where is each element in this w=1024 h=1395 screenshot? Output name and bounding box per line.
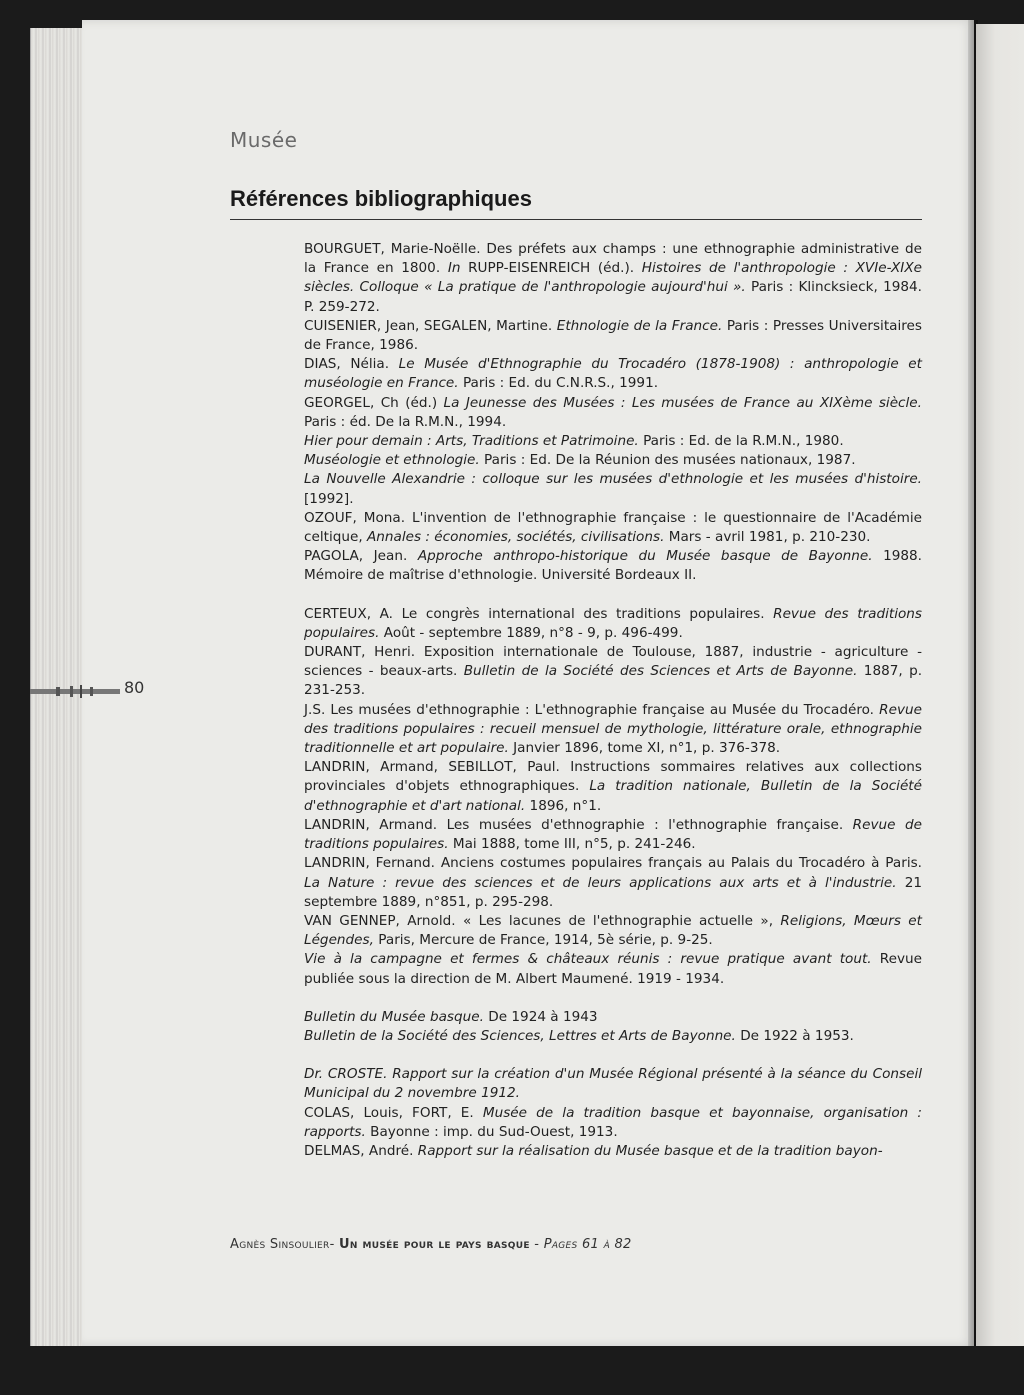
reference-text: Paris : Klincksieck, 1984. P. 259-272. — [304, 279, 922, 315]
reference-entry — [304, 355, 922, 393]
reference-text: De 1922 à 1953. — [735, 1027, 854, 1044]
reference-text: CERTEUX, A. Le congrès international des traditions populaires. — [304, 605, 774, 622]
reference-title-text: Musée de la tradition basque et bayonnaise, organisation : rapports. — [304, 1104, 922, 1140]
footer-separator: - — [329, 1237, 339, 1252]
reference-text: De 1924 à 1943 — [483, 1008, 598, 1025]
reference-entry — [304, 394, 922, 432]
reference-text: Revue publiée sous la direction de M. Albert Maumené. 1919 - 1934. — [304, 951, 922, 987]
reference-list — [304, 240, 922, 1161]
reference-title-text: Ethnologie de la France. — [556, 317, 723, 334]
reference-text: Paris : Presses Universitaires de France, 1986. — [304, 317, 922, 354]
reference-text: 1887, p. 231-253. — [304, 663, 923, 699]
reference-text: Mars - avril 1981, p. 210-230. — [664, 529, 871, 546]
reference-text: Août - septembre 1889, n°8 - 9, p. 496-499. — [379, 624, 683, 641]
reference-entry — [304, 605, 922, 643]
reference-text: Bayonne : imp. du Sud-Ouest, 1913. — [365, 1123, 618, 1140]
footer-title: Un musée pour le pays basque — [339, 1237, 530, 1252]
reference-title-text: Hier pour demain : Arts, Traditions et Patrimoine. — [304, 433, 639, 450]
reference-title-text: La Nouvelle Alexandrie : colloque sur les musées d'ethnologie et les musées d'histoire. — [304, 471, 922, 488]
reference-title-text: Vie à la campagne et fermes & châteaux réunis : revue pratique avant tout. — [304, 951, 872, 968]
reference-text: OZOUF, Mona. L'invention de l'ethnographie française : le questionnaire de l'Académie celtique, — [304, 509, 922, 546]
reference-title-text: Revue de traditions populaires. — [304, 816, 922, 853]
reference-entry — [304, 758, 922, 816]
reference-text: LANDRIN, Armand. Les musées d'ethnographie : l'ethnographie française. — [304, 816, 853, 833]
reference-title-text: Annales : économies, sociétés, civilisations. — [366, 529, 665, 546]
reference-text: Paris : Ed. de la R.M.N., 1980. — [638, 433, 844, 450]
reference-text: 21 septembre 1889, n°851, p. 295-298. — [304, 874, 922, 910]
reference-entry — [304, 701, 922, 759]
reference-title-text: Histoires de l'anthropologie : XVIe-XIXe siècles. Colloque « La pratique de l'anthropologie aujourd'hui ». — [304, 260, 922, 296]
thumb-index-mark — [30, 683, 120, 699]
reference-title-text: Religions, Mœurs et Légendes, — [304, 912, 922, 949]
reference-text: Paris : éd. De la R.M.N., 1994. — [304, 413, 507, 430]
reference-entry — [304, 1008, 922, 1027]
reference-entry — [304, 950, 922, 988]
reference-title-text: Bulletin de la Société des Sciences et Arts de Bayonne. — [463, 663, 858, 680]
heading-divider — [230, 219, 922, 220]
reference-entry — [304, 643, 922, 701]
reference-title-text: Bulletin de la Société des Sciences, Lettres et Arts de Bayonne. — [304, 1027, 736, 1044]
reference-title-text: In — [447, 260, 461, 277]
section-title: Musée — [230, 128, 298, 152]
reference-text: VAN GENNEP, Arnold. « Les lacunes de l'ethnographie actuelle », — [304, 912, 781, 929]
reference-title-text: Approche anthropo-historique du Musée basque de Bayonne. — [417, 548, 873, 565]
reference-entry — [304, 1104, 922, 1142]
reference-entry — [304, 451, 922, 470]
reference-entry — [304, 1065, 922, 1103]
reference-text: RUPP-EISENREICH (éd.). — [460, 260, 642, 277]
footer-dash: - — [529, 1237, 544, 1252]
reference-title-text: Bulletin du Musée basque. — [304, 1008, 484, 1025]
reference-title-text: Dr. CROSTE. Rapport sur la création d'un Musée Régional présenté à la séance du Conseil Municipal du 2 novembre 1912. — [304, 1066, 922, 1102]
reference-title-text: La tradition nationale, Bulletin de la Société d'ethnographie et d'art national. — [304, 778, 923, 814]
footer-pages: Pages 61 à 82 — [543, 1237, 632, 1252]
reference-text: Paris : Ed. De la Réunion des musées nationaux, 1987. — [479, 452, 856, 469]
reference-text: Paris : Ed. du C.N.R.S., 1991. — [458, 375, 659, 392]
reference-entry — [304, 912, 922, 950]
reference-text: 1988. Mémoire de maîtrise d'ethnologie. Université Bordeaux II. — [304, 548, 922, 584]
reference-title-text: Rapport sur la réalisation du Musée basque et de la tradition bayon- — [417, 1142, 883, 1159]
reference-title-text: La Jeunesse des Musées : Les musées de France au XIXème siècle. — [443, 394, 922, 411]
reference-text: Mai 1888, tome III, n°5, p. 241-246. — [448, 836, 696, 853]
reference-text: CUISENIER, Jean, SEGALEN, Martine. — [304, 317, 557, 334]
reference-text: DIAS, Nélia. — [304, 356, 399, 373]
reference-text: DURANT, Henri. Exposition internationale de Toulouse, 1887, industrie - agriculture - sciences - beaux-arts. — [304, 644, 922, 680]
reference-title-text: Revue des traditions populaires : recueil mensuel de mythologie, littérature orale, ethnographie traditionnelle et art populaire. — [304, 701, 922, 757]
reference-text: 1896, n°1. — [525, 797, 602, 814]
reference-text: PAGOLA, Jean. — [304, 548, 418, 565]
reference-entry — [304, 317, 922, 355]
reference-entry — [304, 240, 922, 317]
reference-entry — [304, 1142, 922, 1161]
page-number: 80 — [124, 678, 145, 697]
page-footer — [230, 1237, 632, 1252]
reference-text: Paris, Mercure de France, 1914, 5è série, p. 9-25. — [373, 932, 713, 949]
reference-text: J.S. Les musées d'ethnographie : L'ethnographie française au Musée du Trocadéro. — [304, 701, 880, 718]
reference-entry — [304, 432, 922, 451]
reference-title-text: Muséologie et ethnologie. — [304, 452, 480, 469]
reference-entry — [304, 1027, 922, 1046]
reference-text: DELMAS, André. — [304, 1142, 418, 1159]
reference-text: GEORGEL, Ch (éd.) — [304, 394, 444, 411]
page-heading: Références bibliographiques — [230, 186, 532, 211]
reference-text: COLAS, Louis, FORT, E. — [304, 1104, 483, 1121]
reference-entry — [304, 816, 922, 854]
facing-page-edge — [976, 24, 1024, 1346]
reference-title-text: Revue des traditions populaires. — [304, 605, 922, 641]
reference-group-spacer — [304, 989, 922, 1008]
reference-text: BOURGUET, Marie-Noëlle. Des préfets aux champs : une ethnographie administrative de la France en 1800. — [304, 241, 922, 277]
reference-title-text: Le Musée d'Ethnographie du Trocadéro (1878-1908) : anthropologie et muséologie en France. — [304, 356, 923, 392]
reference-text: Janvier 1896, tome XI, n°1, p. 376-378. — [508, 740, 781, 757]
reference-entry — [304, 547, 922, 585]
footer-author: Agnès Sinsoulier — [230, 1237, 330, 1252]
reference-entry — [304, 509, 922, 547]
reference-group-spacer — [304, 1046, 922, 1065]
reference-text: LANDRIN, Fernand. Anciens costumes populaires français au Palais du Trocadéro à Paris. — [304, 855, 922, 872]
reference-entry — [304, 470, 922, 508]
reference-text: LANDRIN, Armand, SEBILLOT, Paul. Instructions sommaires relatives aux collections provinciales d'objets ethnographiques. — [304, 759, 922, 795]
reference-entry — [304, 854, 922, 912]
reference-group-spacer — [304, 586, 922, 605]
reference-text: [1992]. — [304, 490, 354, 507]
reference-title-text: La Nature : revue des sciences et de leurs applications aux arts et à l'industrie. — [304, 874, 897, 891]
